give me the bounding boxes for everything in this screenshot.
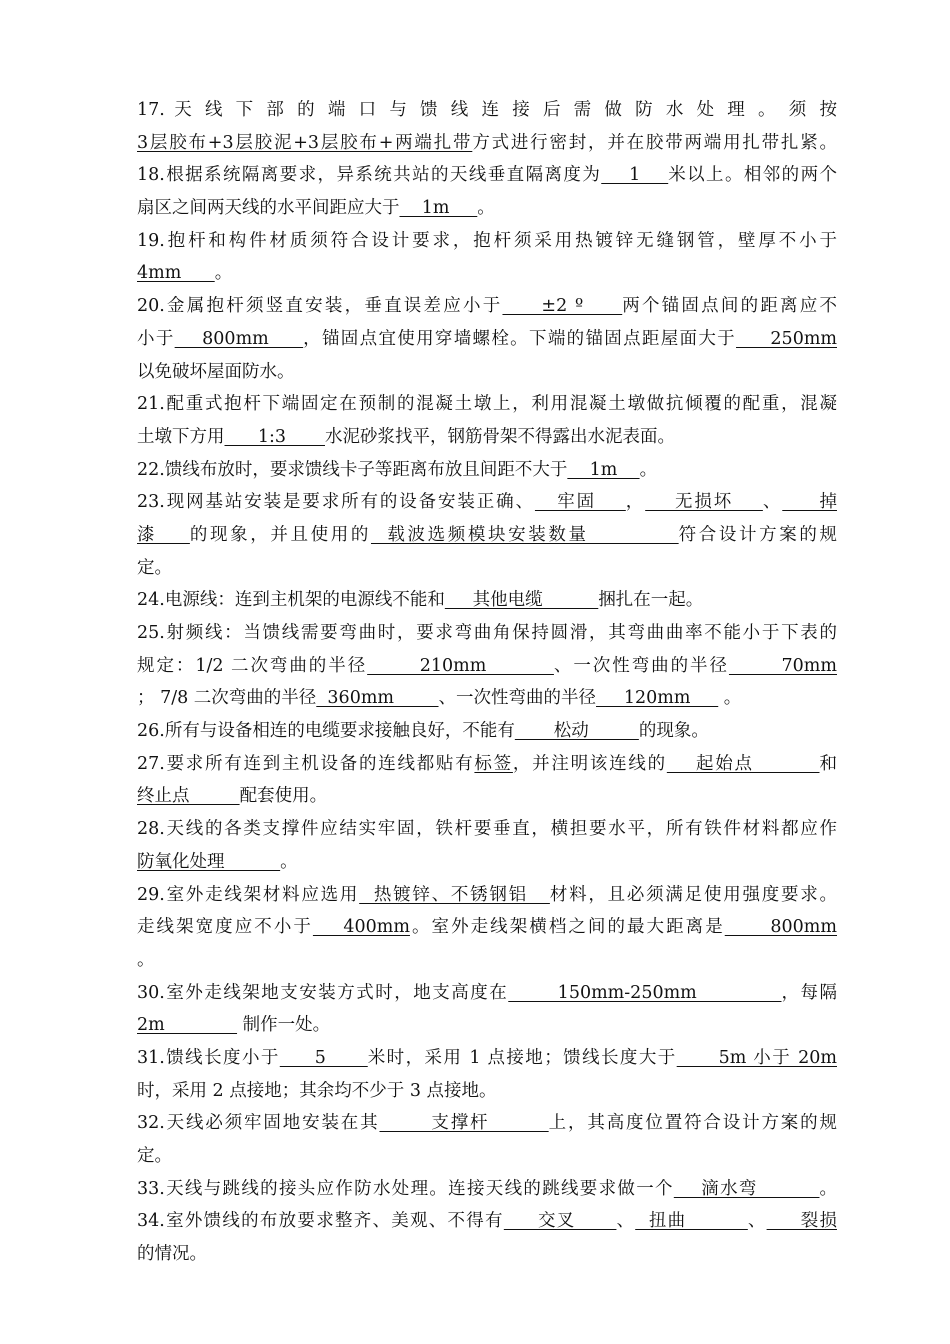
answer-blank: 800mm <box>724 917 837 938</box>
text-line <box>137 1107 837 1140</box>
answer-blank: ±2 º <box>502 296 623 317</box>
text-segment: ，锚固点宜使用穿墙螺栓。下端的锚固点距屋面大于 <box>303 328 737 349</box>
answer-blank: 滴水弯 <box>673 1178 820 1199</box>
text-line <box>137 879 837 912</box>
text-segment: 。室外走线架横档之间的最大距离是 <box>409 917 725 938</box>
answer-blank: 扭曲 <box>635 1211 748 1232</box>
text-line <box>137 1075 837 1108</box>
text-segment: 26.所有与设备相连的电缆要求接触良好，不能有 <box>137 721 515 742</box>
text-segment: 18.根据系统隔离要求，异系统共站的天线垂直隔离度为 <box>137 165 602 186</box>
text-segment: 28.天线的各类支撑件应结实牢固，铁杆要垂直，横担要水平，所有铁件材料都应作 <box>137 819 837 840</box>
text-segment: 33.天线与跳线的接头应作防水处理。连接天线的跳线要求做一个 <box>137 1178 674 1199</box>
text-line <box>137 127 837 160</box>
text-line <box>137 94 837 127</box>
text-line <box>137 911 837 944</box>
text-line <box>137 813 837 846</box>
text-line <box>137 454 837 487</box>
answer-blank: 210mm <box>367 655 554 676</box>
text-line <box>137 617 837 650</box>
answer-blank: 支撑杆 <box>379 1113 549 1134</box>
text-line <box>137 421 837 454</box>
answer-blank: 250mm <box>736 328 837 349</box>
text-line <box>137 552 837 585</box>
text-segment: 。 <box>639 459 658 480</box>
text-segment: 以免破坏屋面防水。 <box>137 361 295 382</box>
answer-blank: 800mm <box>174 328 304 349</box>
text-segment: 和 <box>819 753 837 774</box>
answer-blank: 终止点 <box>137 786 240 807</box>
text-segment: 25.射频线：当馈线需要弯曲时，要求弯曲角保持圆滑，其弯曲曲率不能小于下表的 <box>137 623 837 643</box>
text-line <box>137 519 837 552</box>
text-segment: 走线架宽度应不小于 <box>137 917 313 938</box>
text-segment: 、 <box>616 1211 636 1232</box>
answer-blank: 交叉 <box>503 1211 617 1232</box>
answer-blank: 热镀锌、不锈钢铝 <box>359 884 550 905</box>
text-segment: 24.电源线：连到主机架的电源线不能和 <box>137 590 445 611</box>
answer-blank: 其他电缆 <box>444 590 599 611</box>
answer-blank: 2m <box>137 1015 238 1036</box>
text-segment: ， <box>625 492 646 513</box>
answer-blank: 3层胶布+3层胶泥+3层胶布+两端扎带 <box>137 132 473 153</box>
text-segment: 米以上。相邻的两个 <box>668 165 837 186</box>
text-segment: 小于 <box>137 328 175 349</box>
text-line <box>137 159 837 192</box>
text-line <box>137 944 837 977</box>
answer-blank: 5m 小于 20m <box>676 1047 837 1068</box>
text-segment: 规定：1/2 二次弯曲的半径 <box>137 655 368 676</box>
text-segment: 、 <box>762 492 783 513</box>
text-line <box>137 1042 837 1075</box>
text-segment: 34.室外馈线的布放要求整齐、美观、不得有 <box>137 1211 504 1232</box>
text-segment: 时，采用 2 点接地；其余均不少于 3 点接地。 <box>137 1080 497 1101</box>
text-segment: 22.馈线布放时，要求馈线卡子等距离布放且间距不大于 <box>137 459 568 480</box>
text-line <box>137 650 837 683</box>
text-line <box>137 323 837 356</box>
text-segment: 。 <box>477 198 495 219</box>
text-segment: 21.配重式抱杆下端固定在预制的混凝土墩上，利用混凝土墩做抗倾覆的配重，混凝 <box>137 394 837 415</box>
answer-blank: 标签 <box>474 753 513 774</box>
text-line <box>137 1173 837 1206</box>
text-segment: 19.抱杆和构件材质须符合设计要求，抱杆须采用热镀锌无缝钢管，壁厚不小于 <box>137 230 837 251</box>
answer-blank: 松动 <box>514 721 639 742</box>
text-segment: 制作一处。 <box>237 1015 331 1036</box>
answer-blank: 裂损 <box>766 1211 837 1232</box>
text-line <box>137 486 837 519</box>
text-segment: 31.馈线长度小于 <box>137 1047 280 1068</box>
text-line <box>137 748 837 781</box>
text-line <box>137 715 837 748</box>
text-line <box>137 388 837 421</box>
text-segment: 、 <box>747 1211 767 1232</box>
text-segment: ，每隔 <box>781 982 837 1003</box>
text-segment: 27.要求所有连到主机设备的连线都贴有 <box>137 753 475 774</box>
text-line <box>137 780 837 813</box>
text-segment: 定。 <box>137 557 172 578</box>
text-segment: 的现象，并且使用的 <box>189 524 371 545</box>
text-segment: 32.天线必须牢固地安装在其 <box>137 1113 380 1134</box>
text-segment: 的情况。 <box>137 1244 207 1265</box>
text-line <box>137 290 837 323</box>
text-line <box>137 1009 837 1042</box>
text-segment: 水泥砂浆找平，钢筋骨架不得露出水泥表面。 <box>324 426 675 447</box>
answer-blank: 120mm <box>596 688 719 709</box>
answer-blank: 防氧化处理 <box>137 851 281 872</box>
text-segment: 方式进行密封，并在胶带两端用扎带扎紧。 <box>472 132 837 153</box>
text-segment: 23.现网基站安装是要求所有的设备安装正确、 <box>137 492 535 513</box>
text-line <box>137 682 837 715</box>
text-segment: 30.室外走线架地支安装方式时，地支高度在 <box>137 982 509 1003</box>
text-segment: 上，其高度位置符合设计方案的规 <box>548 1113 837 1134</box>
text-segment: 。 <box>819 1178 837 1199</box>
answer-blank: 5 <box>279 1047 368 1068</box>
answer-blank: 牢固 <box>534 492 626 513</box>
text-segment: 29.室外走线架材料应选用 <box>137 884 360 905</box>
answer-blank: 1:3 <box>224 426 325 447</box>
text-segment: 。 <box>718 688 742 709</box>
answer-blank: 掉 <box>782 492 837 513</box>
text-line <box>137 584 837 617</box>
text-segment: 材料，且必须满足使用强度要求。 <box>549 884 837 905</box>
text-line <box>137 1205 837 1238</box>
text-segment: 17. 天 线 下 部 的 端 口 与 馈 线 连 接 后 需 做 防 水 处 理 。 须 按 <box>137 100 837 120</box>
text-segment: 扇区之间两天线的水平间距应大于 <box>137 198 400 219</box>
answer-blank: 载波选频模块安装数量 <box>370 524 679 545</box>
text-segment: ； 7/8 二次弯曲的半径 <box>137 688 317 709</box>
answer-blank: 1m <box>399 198 478 219</box>
answer-blank: 400mm <box>312 917 410 938</box>
text-line <box>137 846 837 879</box>
text-segment: 20.金属抱杆须竖直安装，垂直误差应小于 <box>137 296 503 317</box>
answer-blank: 360mm <box>316 688 439 709</box>
answer-blank: 起始点 <box>666 753 820 774</box>
text-segment: 。 <box>214 263 233 284</box>
answer-blank: 1m <box>567 459 640 480</box>
text-segment: 符合设计方案的规 <box>678 524 837 545</box>
text-line <box>137 1238 837 1271</box>
text-line <box>137 356 837 389</box>
text-segment: 的现象。 <box>638 721 709 742</box>
text-line <box>137 1140 837 1173</box>
text-segment: 、一次性弯曲的半径 <box>438 688 597 709</box>
answer-blank: 4mm <box>137 263 215 284</box>
text-segment: 米时，采用 1 点接地；馈线长度大于 <box>367 1047 677 1068</box>
text-segment: 土墩下方用 <box>137 426 225 447</box>
text-line <box>137 257 837 290</box>
text-line <box>137 977 837 1010</box>
answer-blank: 1 <box>601 165 669 186</box>
text-segment: ，并注明该连线的 <box>512 753 667 774</box>
text-line <box>137 225 837 258</box>
text-segment: 两个锚固点间的距离应不 <box>622 296 837 317</box>
answer-blank: 无损坏 <box>645 492 763 513</box>
text-segment: 配套使用。 <box>239 786 328 807</box>
text-segment: 。 <box>280 851 298 872</box>
text-segment: 。 <box>137 949 155 970</box>
answer-blank: 150mm-250mm <box>508 982 782 1003</box>
text-segment: 、一次性弯曲的半径 <box>553 655 729 676</box>
text-segment: 捆扎在一起。 <box>598 590 704 611</box>
text-line <box>137 192 837 225</box>
text-segment: 定。 <box>137 1146 172 1166</box>
answer-blank: 70mm <box>728 655 837 676</box>
answer-blank: 漆 <box>137 524 190 545</box>
document-page <box>137 94 837 1271</box>
